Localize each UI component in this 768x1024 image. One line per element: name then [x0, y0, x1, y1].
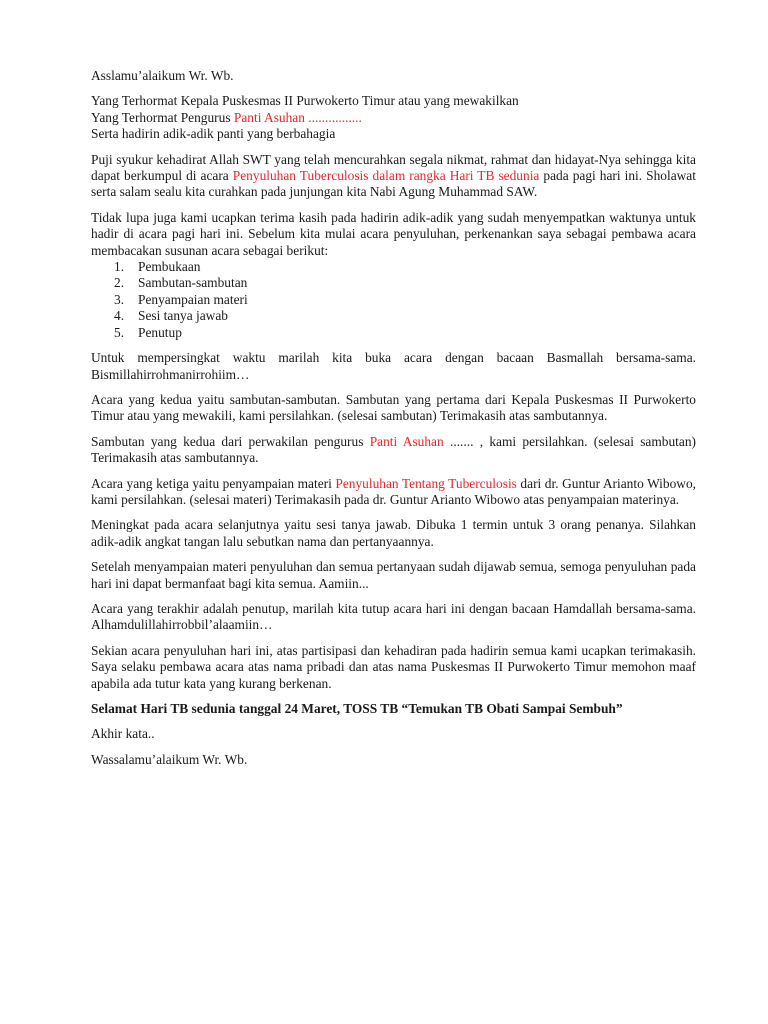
- paragraph-material-post: dari dr. Guntur Arianto Wibowo, kami persilahkan. (selesai materi) Terimakasih pada dr. Guntur Arianto Wibowo atas penyampaian materinya.: [91, 475, 696, 507]
- agenda-item-number: 5.: [114, 324, 125, 340]
- closing-salutation: Wassalamu’alaikum Wr. Wb.: [91, 751, 248, 767]
- address-line-2-text: Yang Terhormat Pengurus: [91, 109, 234, 125]
- agenda-item-number: 4.: [114, 308, 125, 324]
- paragraph-basmallah: Untuk mempersingkat waktu marilah kita buka acara dengan bacaan Basmallah bersama-sama. Bismillahirrohmanirrohiim…: [91, 350, 696, 382]
- paragraph-material-pre: Acara yang ketiga yaitu penyampaian materi: [91, 475, 336, 491]
- greeting: Asslamu’alaikum Wr. Wb.: [91, 68, 234, 83]
- document-page: [91, 68, 696, 777]
- paragraph-opening-post: pada pagi hari ini. Sholawat serta salam sealu kita curahkan pada junjungan kita Nabi Agung Muhammad SAW.: [91, 168, 696, 200]
- address-line-2-highlight: Panti Asuhan ................: [233, 109, 362, 125]
- slogan: Selamat Hari TB sedunia tanggal 24 Maret, TOSS TB “Temukan TB Obati Sampai Sembuh”: [91, 701, 623, 716]
- paragraph-apology: Sekian acara penyuluhan hari ini, atas partisipasi dan kehadiran pada hadirin semua kami ucapkan terimakasih. Saya selaku pembawa acara atas nama pribadi dan atas nama Puskesmas II Purwokerto Timur memohon maaf apabila ada tutur kata yang kurang berkenan.: [91, 642, 696, 691]
- address-block: [91, 93, 696, 142]
- paragraph-second-speech: [91, 434, 696, 467]
- agenda-item-number: 2.: [114, 275, 125, 291]
- paragraph-second-speech-pre: Sambutan yang kedua dari perwakilan pengurus: [91, 433, 370, 449]
- agenda-item: [114, 275, 696, 291]
- paragraph-opening-pre: Puji syukur kehadirat Allah SWT yang telah mencurahkan segala nikmat, rahmat dan hidayat-Nya sehingga kita dapat berkumpul di acara: [91, 151, 696, 184]
- paragraph-qa: Meningkat pada acara selanjutnya yaitu sesi tanya jawab. Dibuka 1 termin untuk 3 orang penanya. Silahkan adik-adik angkat tangan lalu sebutkan nama dan pertanyaannya.: [91, 517, 696, 549]
- agenda-item: [114, 324, 696, 341]
- address-line-2: [91, 110, 696, 126]
- address-line-3: Serta hadirin adik-adik panti yang berbahagia: [91, 126, 336, 142]
- agenda-item-number: 3.: [114, 291, 125, 307]
- paragraph-first-speech: Acara yang kedua yaitu sambutan-sambutan. Sambutan yang pertama dari Kepala Puskesmas II Purwokerto Timur atau yang mewakili, kami persilahkan. (selesai sambutan) Terimakasih atas sambutannya.: [91, 391, 696, 424]
- agenda-item-number: 1.: [114, 259, 125, 275]
- paragraph-material-highlight: Penyuluhan Tentang Tuberculosis: [335, 475, 517, 491]
- paragraph-closing-prayer: Acara yang terakhir adalah penutup, marilah kita tutup acara hari ini dengan bacaan Hamdallah bersama-sama. Alhamdulillahirrobbil’alaamiin…: [91, 600, 696, 633]
- paragraph-opening-highlight: Penyuluhan Tuberculosis dalam rangka Hari TB sedunia: [232, 168, 540, 184]
- agenda-item-text: Pembukaan: [138, 259, 201, 275]
- agenda-item: [114, 291, 696, 308]
- agenda-item: [114, 259, 696, 275]
- agenda-item-text: Sesi tanya jawab: [138, 308, 228, 324]
- agenda-list: [91, 259, 696, 341]
- address-line-1: Yang Terhormat Kepala Puskesmas II Purwokerto Timur atau yang mewakilkan: [91, 93, 519, 109]
- closing-remark: Akhir kata..: [91, 726, 155, 742]
- agenda-item: [114, 308, 696, 324]
- paragraph-thanks: Tidak lupa juga kami ucapkan terima kasih pada hadirin adik-adik yang sudah menyempatkan waktunya untuk hadir di acara pagi hari ini. Sebelum kita mulai acara penyuluhan, perkenankan saya sebagai pembawa acara membacakan susunan acara sebagai berikut:: [91, 209, 696, 258]
- paragraph-material: [91, 476, 696, 509]
- agenda-item-text: Penyampaian materi: [138, 291, 248, 307]
- agenda-item-text: Penutup: [138, 324, 182, 340]
- paragraph-second-speech-highlight: Panti Asuhan: [369, 433, 444, 449]
- paragraph-second-speech-post: ....... , kami persilahkan. (selesai sambutan) Terimakasih atas sambutannya.: [91, 433, 697, 466]
- paragraph-opening: [91, 152, 696, 201]
- paragraph-after-qa: Setelah menyampaian materi penyuluhan dan semua pertanyaan sudah dijawab semua, semoga penyuluhan pada hari ini dapat bermanfaat bagi kita semua. Aamiin...: [91, 559, 696, 591]
- agenda-item-text: Sambutan-sambutan: [138, 275, 248, 291]
